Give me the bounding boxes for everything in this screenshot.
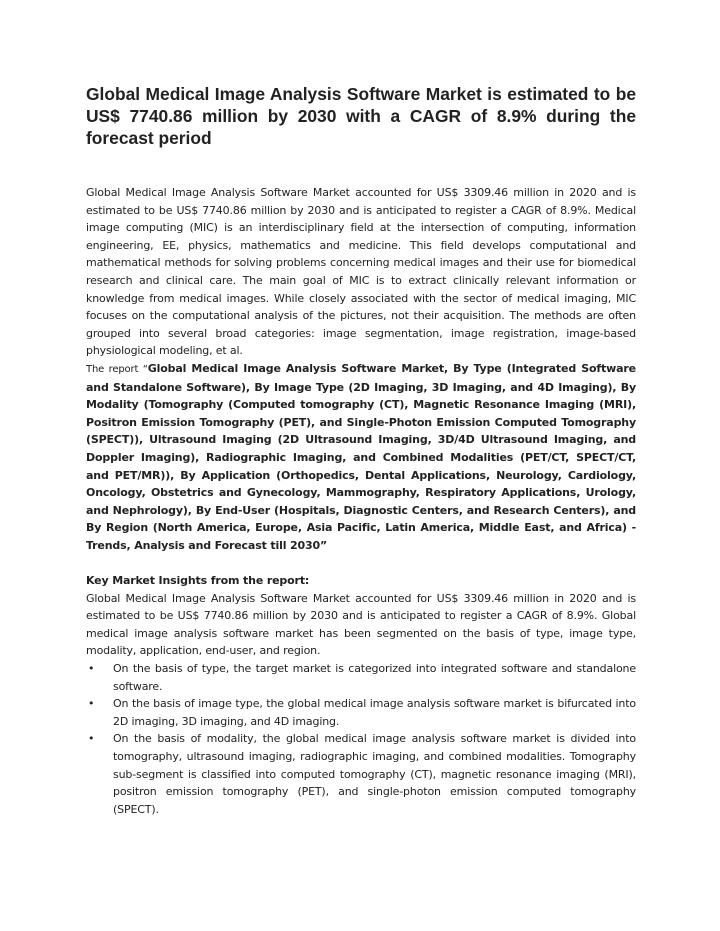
document-page [86, 83, 636, 818]
bullet-icon: • [88, 662, 95, 676]
list-item [86, 660, 636, 695]
intro-paragraph: Global Medical Image Analysis Software Market accounted for US$ 3309.46 million in 2020 and is estimated to be US$ 7740.86 million by 2030 and is anticipated to register a CAGR of 8.9%. Medical image computing (MIC) is an interdisciplinary field at the intersection of computing, information engineering, EE, physics, mathematics and medicine. This field develops computational and mathematical methods for solving problems concerning medical images and their use for biomedical research and clinical care. The main goal of MIC is to extract clinically relevant information or knowledge from medical images. While closely associated with the sector of medical imaging, MIC focuses on the computational analysis of the pictures, not their acquisition. The methods are often grouped into several broad categories: image segmentation, image registration, image-based physiological modeling, et al. [86, 186, 636, 358]
report-title: Global Medical Image Analysis Software Market, By Type (Integrated Software and Standalone Software), By Image Type (2D Imaging, 3D Imaging, and 4D Imaging), By Modality (Tomography (Computed tomography (CT), Magnetic Resonance Imaging (MRI), Positron Emission Tomography (PET), and Single-Photon Emission Computed Tomography (SPECT)), Ultrasound Imaging (2D Ultrasound Imaging, 3D/4D Ultrasound Imaging, and Doppler Imaging), Radiographic Imaging, and Combined Modalities (PET/CT, SPECT/CT, and PET/MR)), By Application (Orthopedics, Dental Applications, Neurology, Cardiology, Oncology, Obstetrics and Gynecology, Mammography, Respiratory Applications, Urology, and Nephrology), By End-User (Hospitals, Diagnostic Centers, and Research Centers), and By Region (North America, Europe, Asia Pacific, Latin America, Middle East, and Africa) - Trends, Analysis and Forecast till 2030” [86, 361, 636, 552]
insights-list [86, 660, 636, 818]
report-lead: The report “ [86, 363, 148, 375]
document-title: Global Medical Image Analysis Software Market is estimated to be US$ 7740.86 million by 2030 with a CAGR of 8.9% during the forecast period [86, 84, 636, 148]
report-paragraph [86, 360, 636, 555]
insights-paragraph: Global Medical Image Analysis Software Market accounted for US$ 3309.46 million in 2020 and is estimated to be US$ 7740.86 million by 2030 and is anticipated to register a CAGR of 8.9%. Global medical image analysis software market has been segmented on the basis of type, image type, modality, application, end-user, and region. [86, 591, 636, 658]
list-item [86, 695, 636, 730]
bullet-icon: • [88, 697, 95, 711]
list-item [86, 730, 636, 818]
bullet-icon: • [88, 732, 95, 746]
insights-heading: Key Market Insights from the report: [86, 574, 310, 588]
list-item-text: On the basis of type, the target market is categorized into integrated software and standalone software. [113, 662, 636, 693]
list-item-text: On the basis of modality, the global medical image analysis software market is divided into tomography, ultrasound imaging, radiographic imaging, and combined modalities. Tomography sub-segment is classified into computed tomography (CT), magnetic resonance imaging (MRI), positron emission tomography (PET), and single-photon emission computed tomography (SPECT). [113, 732, 636, 816]
list-item-text: On the basis of image type, the global medical image analysis software market is bifurcated into 2D imaging, 3D imaging, and 4D imaging. [113, 697, 636, 728]
